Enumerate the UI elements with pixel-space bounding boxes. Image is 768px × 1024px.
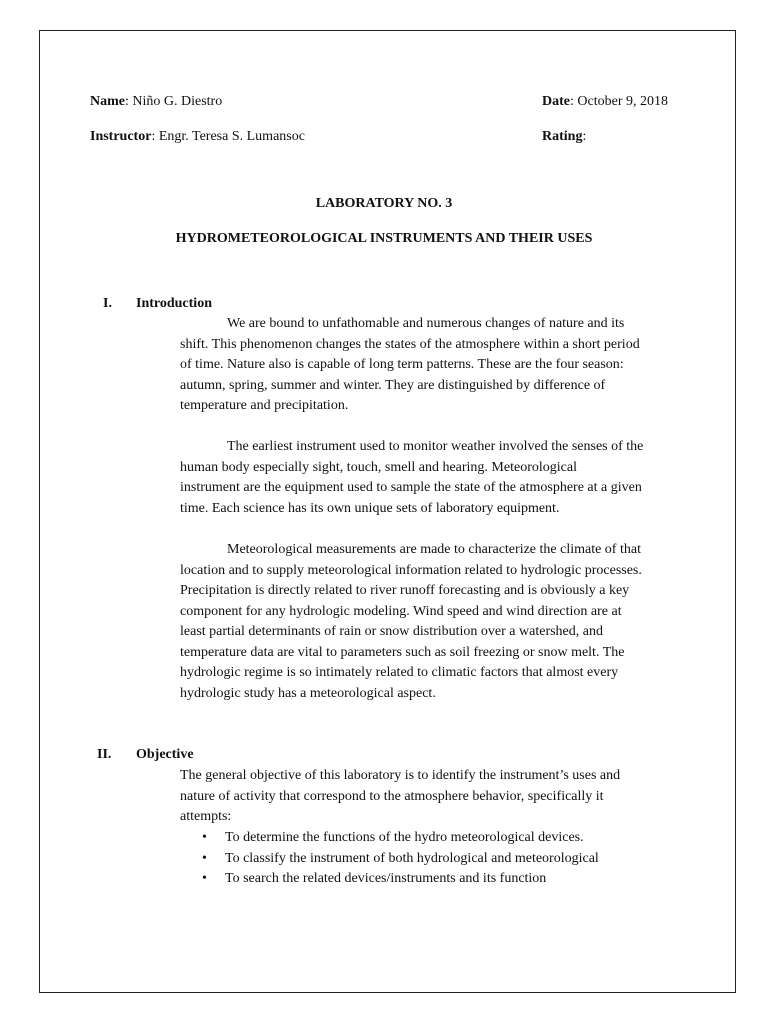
section-heading-introduction: Introduction [136, 296, 212, 311]
objective-bullet-list [180, 828, 599, 890]
date-value: : October 9, 2018 [570, 94, 668, 109]
text-line: location and to supply meteorological information related to hydrologic processes. [180, 562, 642, 578]
list-item-text: To classify the instrument of both hydrological and meteorological [225, 850, 599, 866]
date-label: Date [542, 94, 570, 109]
rating-label: Rating [542, 129, 583, 144]
objective-paragraph [180, 766, 680, 828]
text-line: hydrologic regime is so intimately related to climatic factors that almost every [180, 665, 619, 680]
text-line: Precipitation is directly related to river runoff forecasting and is obviously a key [180, 583, 630, 598]
text-line: least partial determinants of rain or snow distribution over a watershed, and [180, 624, 603, 639]
text-line: time. Each science has its own unique sets of laboratory equipment. [180, 500, 560, 516]
list-item-text: To search the related devices/instruments and its function [225, 871, 547, 886]
text-line: instrument are the equipment used to sample the state of the atmosphere at a given [180, 480, 642, 495]
list-item [180, 828, 599, 849]
date-field [542, 92, 668, 113]
instructor-field [90, 127, 305, 148]
intro-paragraph-1 [180, 314, 680, 417]
lab-number-title: LABORATORY NO. 3 [315, 196, 453, 211]
intro-paragraph-2 [180, 437, 680, 519]
lab-title: HYDROMETEOROLOGICAL INSTRUMENTS AND THEIR USES [175, 231, 593, 246]
text-line: We are bound to unfathomable and numerous changes of nature and its [227, 316, 625, 331]
name-value: : Niño G. Diestro [125, 94, 223, 109]
instructor-label: Instructor [90, 129, 152, 144]
intro-paragraph-3 [180, 540, 680, 704]
section-number-objective: II. [97, 747, 112, 762]
text-line: nature of activity that correspond to the atmosphere behavior, specifically it [180, 788, 604, 804]
text-line: human body especially sight, touch, smell and hearing. Meteorological [180, 459, 577, 475]
text-line: The earliest instrument used to monitor weather involved the senses of the [227, 439, 644, 454]
text-line: shift. This phenomenon changes the states of the atmosphere within a short period [180, 336, 640, 352]
text-line: The general objective of this laboratory is to identify the instrument’s uses and [180, 768, 621, 783]
bullet-icon: • [202, 871, 207, 886]
text-line: component for any hydrologic modeling. Wind speed and wind direction are at [180, 603, 622, 619]
section-number-introduction: I. [103, 296, 112, 311]
bullet-icon: • [202, 850, 207, 866]
list-item [180, 869, 599, 890]
text-line: Meteorological measurements are made to characterize the climate of that [227, 542, 641, 557]
rating-field [542, 127, 586, 148]
name-label: Name [90, 94, 125, 109]
text-line: of time. Nature also is capable of long term patterns. These are the four season: [180, 357, 624, 372]
rating-value: : [582, 129, 587, 144]
name-field [90, 92, 222, 113]
text-line: temperature data are vital to parameters such as soil freezing or snow melt. The [180, 644, 625, 660]
section-heading-objective: Objective [136, 747, 194, 762]
text-line: autumn, spring, summer and winter. They are distinguished by difference of [180, 377, 606, 393]
text-line: temperature and precipitation. [180, 398, 349, 413]
instructor-value: : Engr. Teresa S. Lumansoc [151, 129, 305, 144]
text-line: hydrologic study has a meteorological aspect. [180, 685, 436, 701]
list-item [180, 849, 599, 870]
text-line: attempts: [180, 809, 232, 824]
list-item-text: To determine the functions of the hydro meteorological devices. [225, 830, 584, 845]
bullet-icon: • [202, 830, 207, 845]
